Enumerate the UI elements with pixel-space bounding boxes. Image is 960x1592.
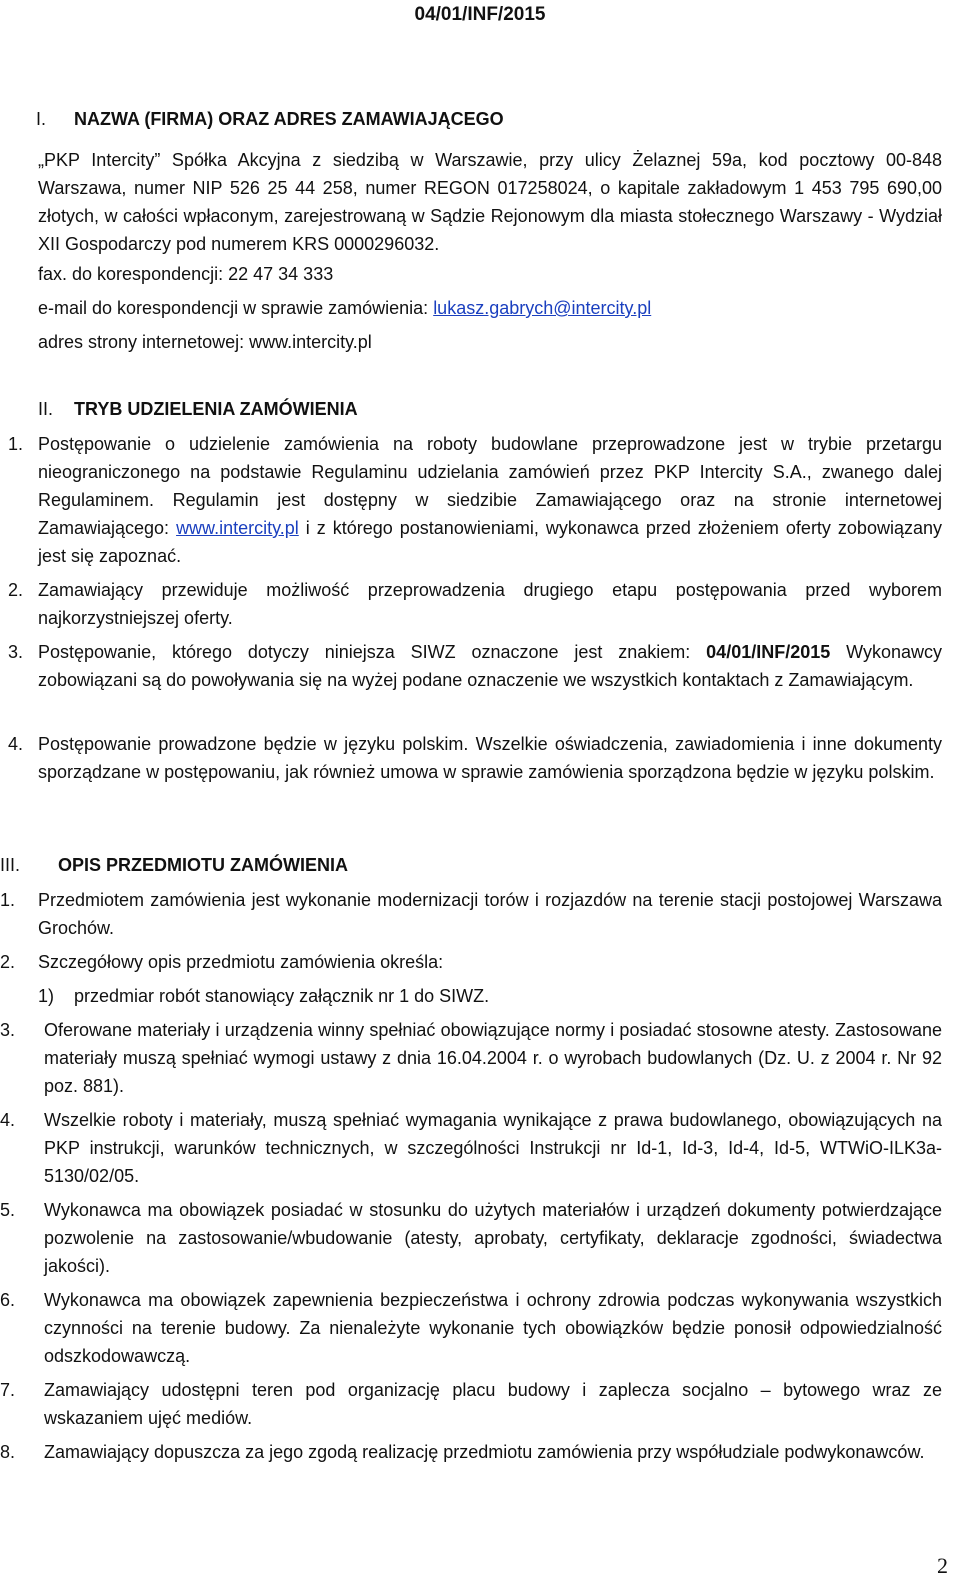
website-line: adres strony internetowej: www.intercity.pl: [38, 332, 372, 352]
subitem-number: 1): [38, 986, 55, 1006]
item-number: 8.: [0, 1442, 16, 1462]
item-text-part-a: Postępowanie o udzielenie zamówienia na roboty budowlane przeprowadzone jest w trybie przetargu nieograniczonego na podstawie Regulaminu udzielania zamówień przez PKP Intercity S.A., zwanego dalej Regulaminem. Regulamin jest dostępny w siedzibie Zamawiającego oraz na stronie internetowej Zamawiającego:: [38, 434, 942, 538]
section-2-number: II.: [38, 399, 54, 419]
item-text: [38, 430, 942, 570]
item-number: 4.: [0, 1110, 16, 1130]
document-code-header: 04/01/INF/2015: [414, 4, 546, 25]
item-number: 1.: [8, 434, 24, 454]
item-text: Postępowanie prowadzone będzie w języku polskim. Wszelkie oświadczenia, zawiadomienia i inne dokumenty sporządzane w postępowaniu, jak również umowa w sprawie zamówienia sporządzona będzie w języku polskim.: [38, 734, 942, 782]
email-label: e-mail do korespondencji w sprawie zamówienia:: [38, 298, 434, 318]
page-number: 2: [937, 1553, 948, 1578]
item-text: Oferowane materiały i urządzenia winny spełniać obowiązujące normy i posiadać stosowne atesty. Zastosowane materiały muszą spełniać wymogi ustawy z dnia 16.04.2004 r. o wyrobach budowlanych (Dz. U. z 2004 r. Nr 92 poz. 881).: [44, 1020, 942, 1096]
section-1-title: NAZWA (FIRMA) ORAZ ADRES ZAMAWIAJĄCEGO: [74, 109, 504, 129]
item-number: 5.: [0, 1200, 16, 1220]
item-text: Wszelkie roboty i materiały, muszą spełniać wymagania wynikające z prawa budowlanego, obowiązujących na PKP instrukcji, warunków technicznych, w szczególności Instrukcji nr Id-1, Id-3, Id-4, Id-5, WTWiO-ILK3a-5130/02/05.: [44, 1110, 942, 1186]
item-text: Szczegółowy opis przedmiotu zamówienia określa:: [38, 952, 444, 972]
email-link[interactable]: lukasz.gabrych@intercity.pl: [433, 298, 652, 318]
item-number: 3.: [0, 1020, 16, 1040]
section-1-paragraph: „PKP Intercity” Spółka Akcyjna z siedzibą w Warszawie, przy ulicy Żelaznej 59a, kod pocztowy 00-848 Warszawa, numer NIP 526 25 44 258, numer REGON 017258024, o kapitale zakładowym 1 453 795 690,00 złotych, w całości wpłaconym, zarejestrowaną w Sądzie Rejonowym dla miasta stołecznego Warszawy - Wydział XII Gospodarczy pod numerem KRS 0000296032.: [38, 150, 942, 254]
item-number: 1.: [0, 890, 16, 910]
item-number: 3.: [8, 642, 24, 662]
section-3-number: III.: [0, 855, 21, 875]
section-3-heading: [0, 852, 348, 878]
subitem-text: przedmiar robót stanowiący załącznik nr 1 do SIWZ.: [74, 986, 490, 1006]
item-text: Przedmiotem zamówienia jest wykonanie modernizacji torów i rozjazdów na terenie stacji postojowej Warszawa Grochów.: [38, 890, 942, 938]
item-number: 4.: [8, 734, 24, 754]
item-text-part-a: Postępowanie, którego dotyczy niniejsza SIWZ oznaczone jest znakiem:: [38, 642, 707, 662]
item-text-part-b: i z którego postanowieniami, wykonawca przed złożeniem oferty zobowiązany jest się zapoznać.: [38, 518, 942, 566]
item-text: Zamawiający udostępni teren pod organizację placu budowy i zaplecza socjalno – bytowego wraz ze wskazaniem ujęć mediów.: [44, 1380, 942, 1428]
section-2-title: TRYB UDZIELENIA ZAMÓWIENIA: [74, 399, 358, 419]
item-text: Wykonawca ma obowiązek posiadać w stosunku do użytych materiałów i urządzeń dokumenty potwierdzające pozwolenie na zastosowanie/wbudowanie (atesty, aprobaty, certyfikaty, deklaracje zgodności, świadectwa jakości).: [44, 1200, 942, 1276]
item-text: [38, 638, 942, 694]
section-1-number: I.: [36, 109, 47, 129]
item-text: Wykonawca ma obowiązek zapewnienia bezpieczeństwa i ochrony zdrowia podczas wykonywania wszystkich czynności na terenie budowy. Za nienależyte wykonanie tych obowiązków będzie ponosił odpowiedzialność odszkodowawczą.: [44, 1290, 942, 1366]
item-number: 6.: [0, 1290, 16, 1310]
section-1-heading: [38, 106, 504, 132]
item-number: 2.: [0, 952, 16, 972]
item-text-part-b: Wykonawcy zobowiązani są do powoływania się na wyżej podane oznaczenie we wszystkich kontaktach z Zamawiającym.: [38, 642, 942, 690]
regulamin-link[interactable]: www.intercity.pl: [176, 518, 299, 538]
item-text: Zamawiający przewiduje możliwość przeprowadzenia drugiego etapu postępowania przed wyborem najkorzystniejszej oferty.: [38, 580, 942, 628]
case-reference-code: 04/01/INF/2015: [706, 642, 831, 662]
item-text: Zamawiający dopuszcza za jego zgodą realizację przedmiotu zamówienia przy współudziale podwykonawców.: [44, 1442, 925, 1462]
item-number: 7.: [0, 1380, 16, 1400]
email-line: [38, 294, 651, 322]
fax-line: fax. do korespondencji: 22 47 34 333: [38, 264, 334, 284]
item-number: 2.: [8, 580, 24, 600]
section-2-heading: [38, 396, 358, 422]
section-3-title: OPIS PRZEDMIOTU ZAMÓWIENIA: [58, 855, 348, 875]
